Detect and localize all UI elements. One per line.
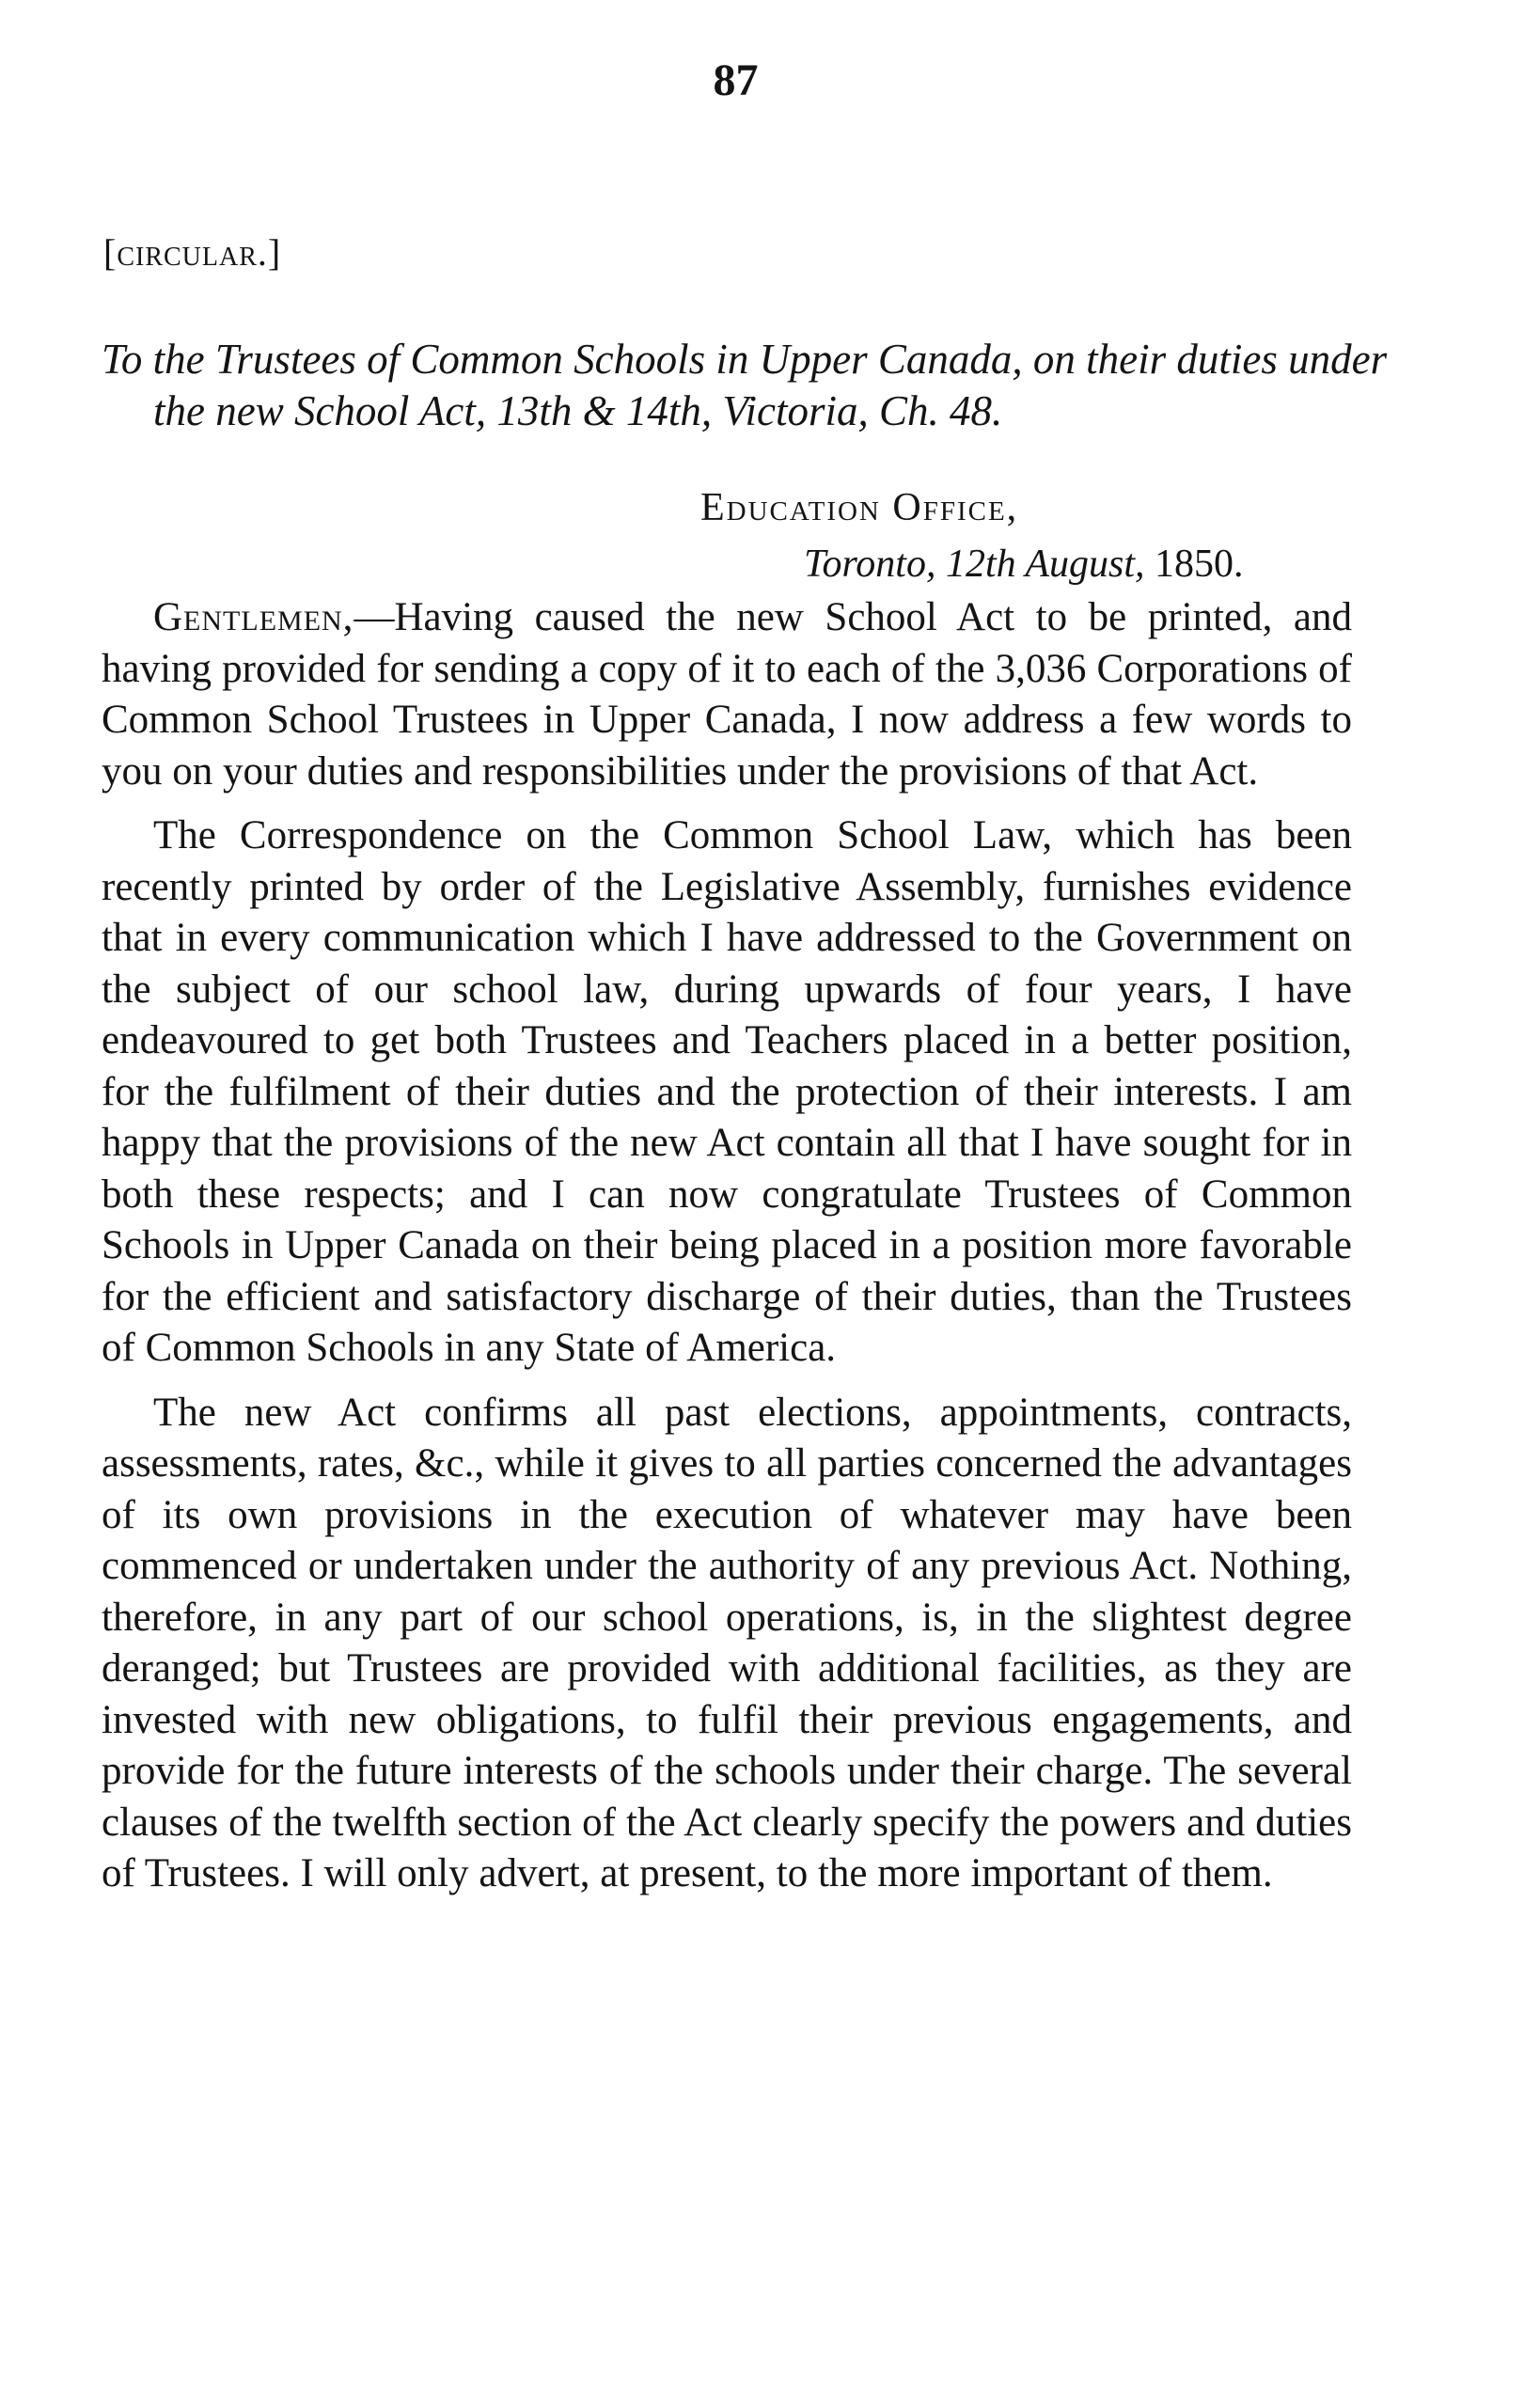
letter-body	[102, 592, 1352, 1900]
office-place-date-text: Toronto, 12th August,	[804, 542, 1145, 586]
office-year: 1850.	[1155, 542, 1244, 586]
office-block	[700, 480, 1244, 592]
salutation: Gentlemen,	[153, 595, 354, 639]
address-heading: To the Trustees of Common Schools in Upper Canada, on their duties under the new School Act, 13th & 14th, Victoria, Ch. 48.	[102, 336, 1388, 434]
paragraph-1-text: —Having caused the new School Act to be printed, and having provided for sending a copy of it to each of the 3,036 Corporations of Common School Trustees in Upper Canada, I now address a few words to you on your duties and responsibilities under the provisions of that Act.	[102, 595, 1352, 794]
office-place-date	[700, 536, 1244, 592]
paragraph-3: The new Act confirms all past elections, appointments, contracts, assessments, rates, &c., while it gives to all parties concerned the advantages of its own provisions in the execution of whatever may have been commenced or undertaken under the authority of any previous Act. Nothing, therefore, in any part of our school operations, is, in the slightest degree deranged; but Trustees are provided with additional facilities, as they are invested with new obligations, to fulfil their previous engagements, and provide for the future interests of the schools under their charge. The several clauses of the twelfth section of the Act clearly specify the powers and duties of Trustees. I will only advert, at present, to the more important of them.	[102, 1390, 1352, 1895]
circular-label: [circular.]	[103, 231, 282, 274]
page-number: 87	[713, 55, 759, 105]
paragraph-1	[102, 592, 1352, 797]
paragraph-2: The Correspondence on the Common School Law, which has been recently printed by order of the Legislative Assembly, furnishes evidence that in every communication which I have addressed to the Government on the subject of our school law, during upwards of four years, I have endeavoured to get both Trustees and Teachers placed in a better position, for the fulfilment of their duties and the protection of their interests. I am happy that the provisions of the new Act contain all that I have sought for in both these respects; and I can now congratulate Trustees of Common Schools in Upper Canada on their being placed in a position more favorable for the efficient and satisfactory discharge of their duties, than the Trustees of Common Schools in any State of America.	[102, 813, 1352, 1370]
office-name: Education Office,	[700, 486, 1019, 529]
